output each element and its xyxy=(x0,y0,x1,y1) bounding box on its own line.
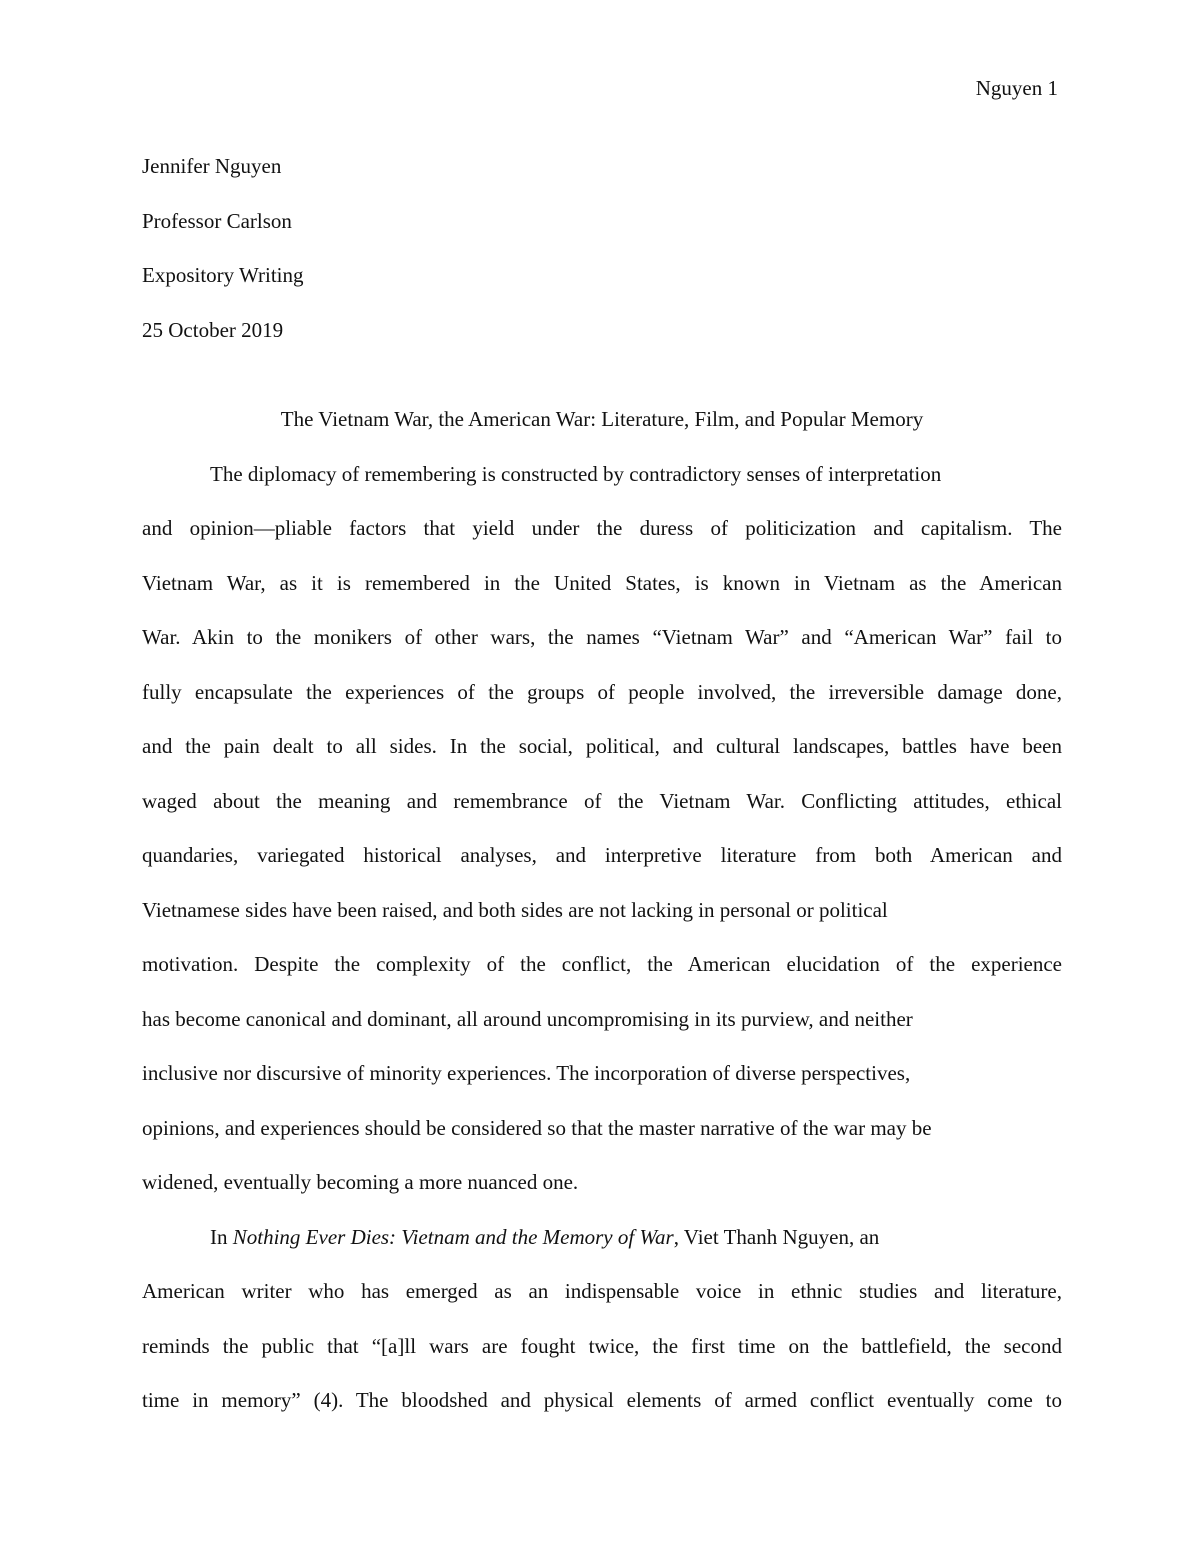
paragraph-1 xyxy=(142,447,1062,1210)
paragraph-line: inclusive nor discursive of minority experiences. The incorporation of diverse perspectives, xyxy=(142,1061,911,1085)
paragraph-line: opinions, and experiences should be considered so that the master narrative of the war may be xyxy=(142,1115,932,1140)
paragraph-line: The diplomacy of remembering is constructed by contradictory senses of interpretation xyxy=(210,461,942,486)
paper-title: The Vietnam War, the American War: Literature, Film, and Popular Memory xyxy=(280,407,924,431)
citation-prefix: In xyxy=(210,1224,233,1249)
course-name: Expository Writing xyxy=(142,263,304,287)
paragraph-line: Vietnamese sides have been raised, and both sides are not lacking in personal or political xyxy=(142,897,888,922)
instructor-name: Professor Carlson xyxy=(142,208,292,233)
paragraph-line: and opinion—pliable factors that yield under the duress of politicization and capitalism. The xyxy=(142,516,1062,540)
book-title: Nothing Ever Dies: Vietnam and the Memory of War xyxy=(232,1224,674,1249)
paragraph-line: waged about the meaning and remembrance of the Vietnam War. Conflicting attitudes, ethical xyxy=(142,788,1062,813)
paragraph-line: widened, eventually becoming a more nuanced one. xyxy=(142,1170,579,1194)
paragraph-line: reminds the public that “[a]ll wars are fought twice, the first time on the battlefield, the second xyxy=(142,1333,1062,1358)
paragraph-line xyxy=(142,1210,1062,1265)
paragraph-line: time in memory” (4). The bloodshed and physical elements of armed conflict eventually come to xyxy=(142,1388,1062,1412)
paragraph-line: American writer who has emerged as an indispensable voice in ethnic studies and literature, xyxy=(142,1279,1062,1303)
document-body xyxy=(142,139,1062,1428)
title-spacer xyxy=(142,357,1062,392)
running-head: Nguyen 1 xyxy=(975,76,1058,100)
paragraph-line: War. Akin to the monikers of other wars, the names “Vietnam War” and “American War” fail to xyxy=(142,625,1062,649)
paragraph-line: fully encapsulate the experiences of the groups of people involved, the irreversible damage done, xyxy=(142,679,1062,704)
paragraph-line: motivation. Despite the complexity of the conflict, the American elucidation of the experience xyxy=(142,952,1062,976)
paragraph-line: and the pain dealt to all sides. In the social, political, and cultural landscapes, battles have been xyxy=(142,734,1062,758)
paragraph-line: has become canonical and dominant, all around uncompromising in its purview, and neither xyxy=(142,1006,913,1031)
citation-suffix: , Viet Thanh Nguyen, an xyxy=(673,1224,880,1249)
student-name: Jennifer Nguyen xyxy=(142,154,282,178)
document-date: 25 October 2019 xyxy=(142,317,284,342)
paragraph-line: Vietnam War, as it is remembered in the United States, is known in Vietnam as the American xyxy=(142,570,1062,595)
paragraph-line: quandaries, variegated historical analyses, and interpretive literature from both American and xyxy=(142,843,1062,867)
paragraph-2 xyxy=(142,1210,1062,1428)
